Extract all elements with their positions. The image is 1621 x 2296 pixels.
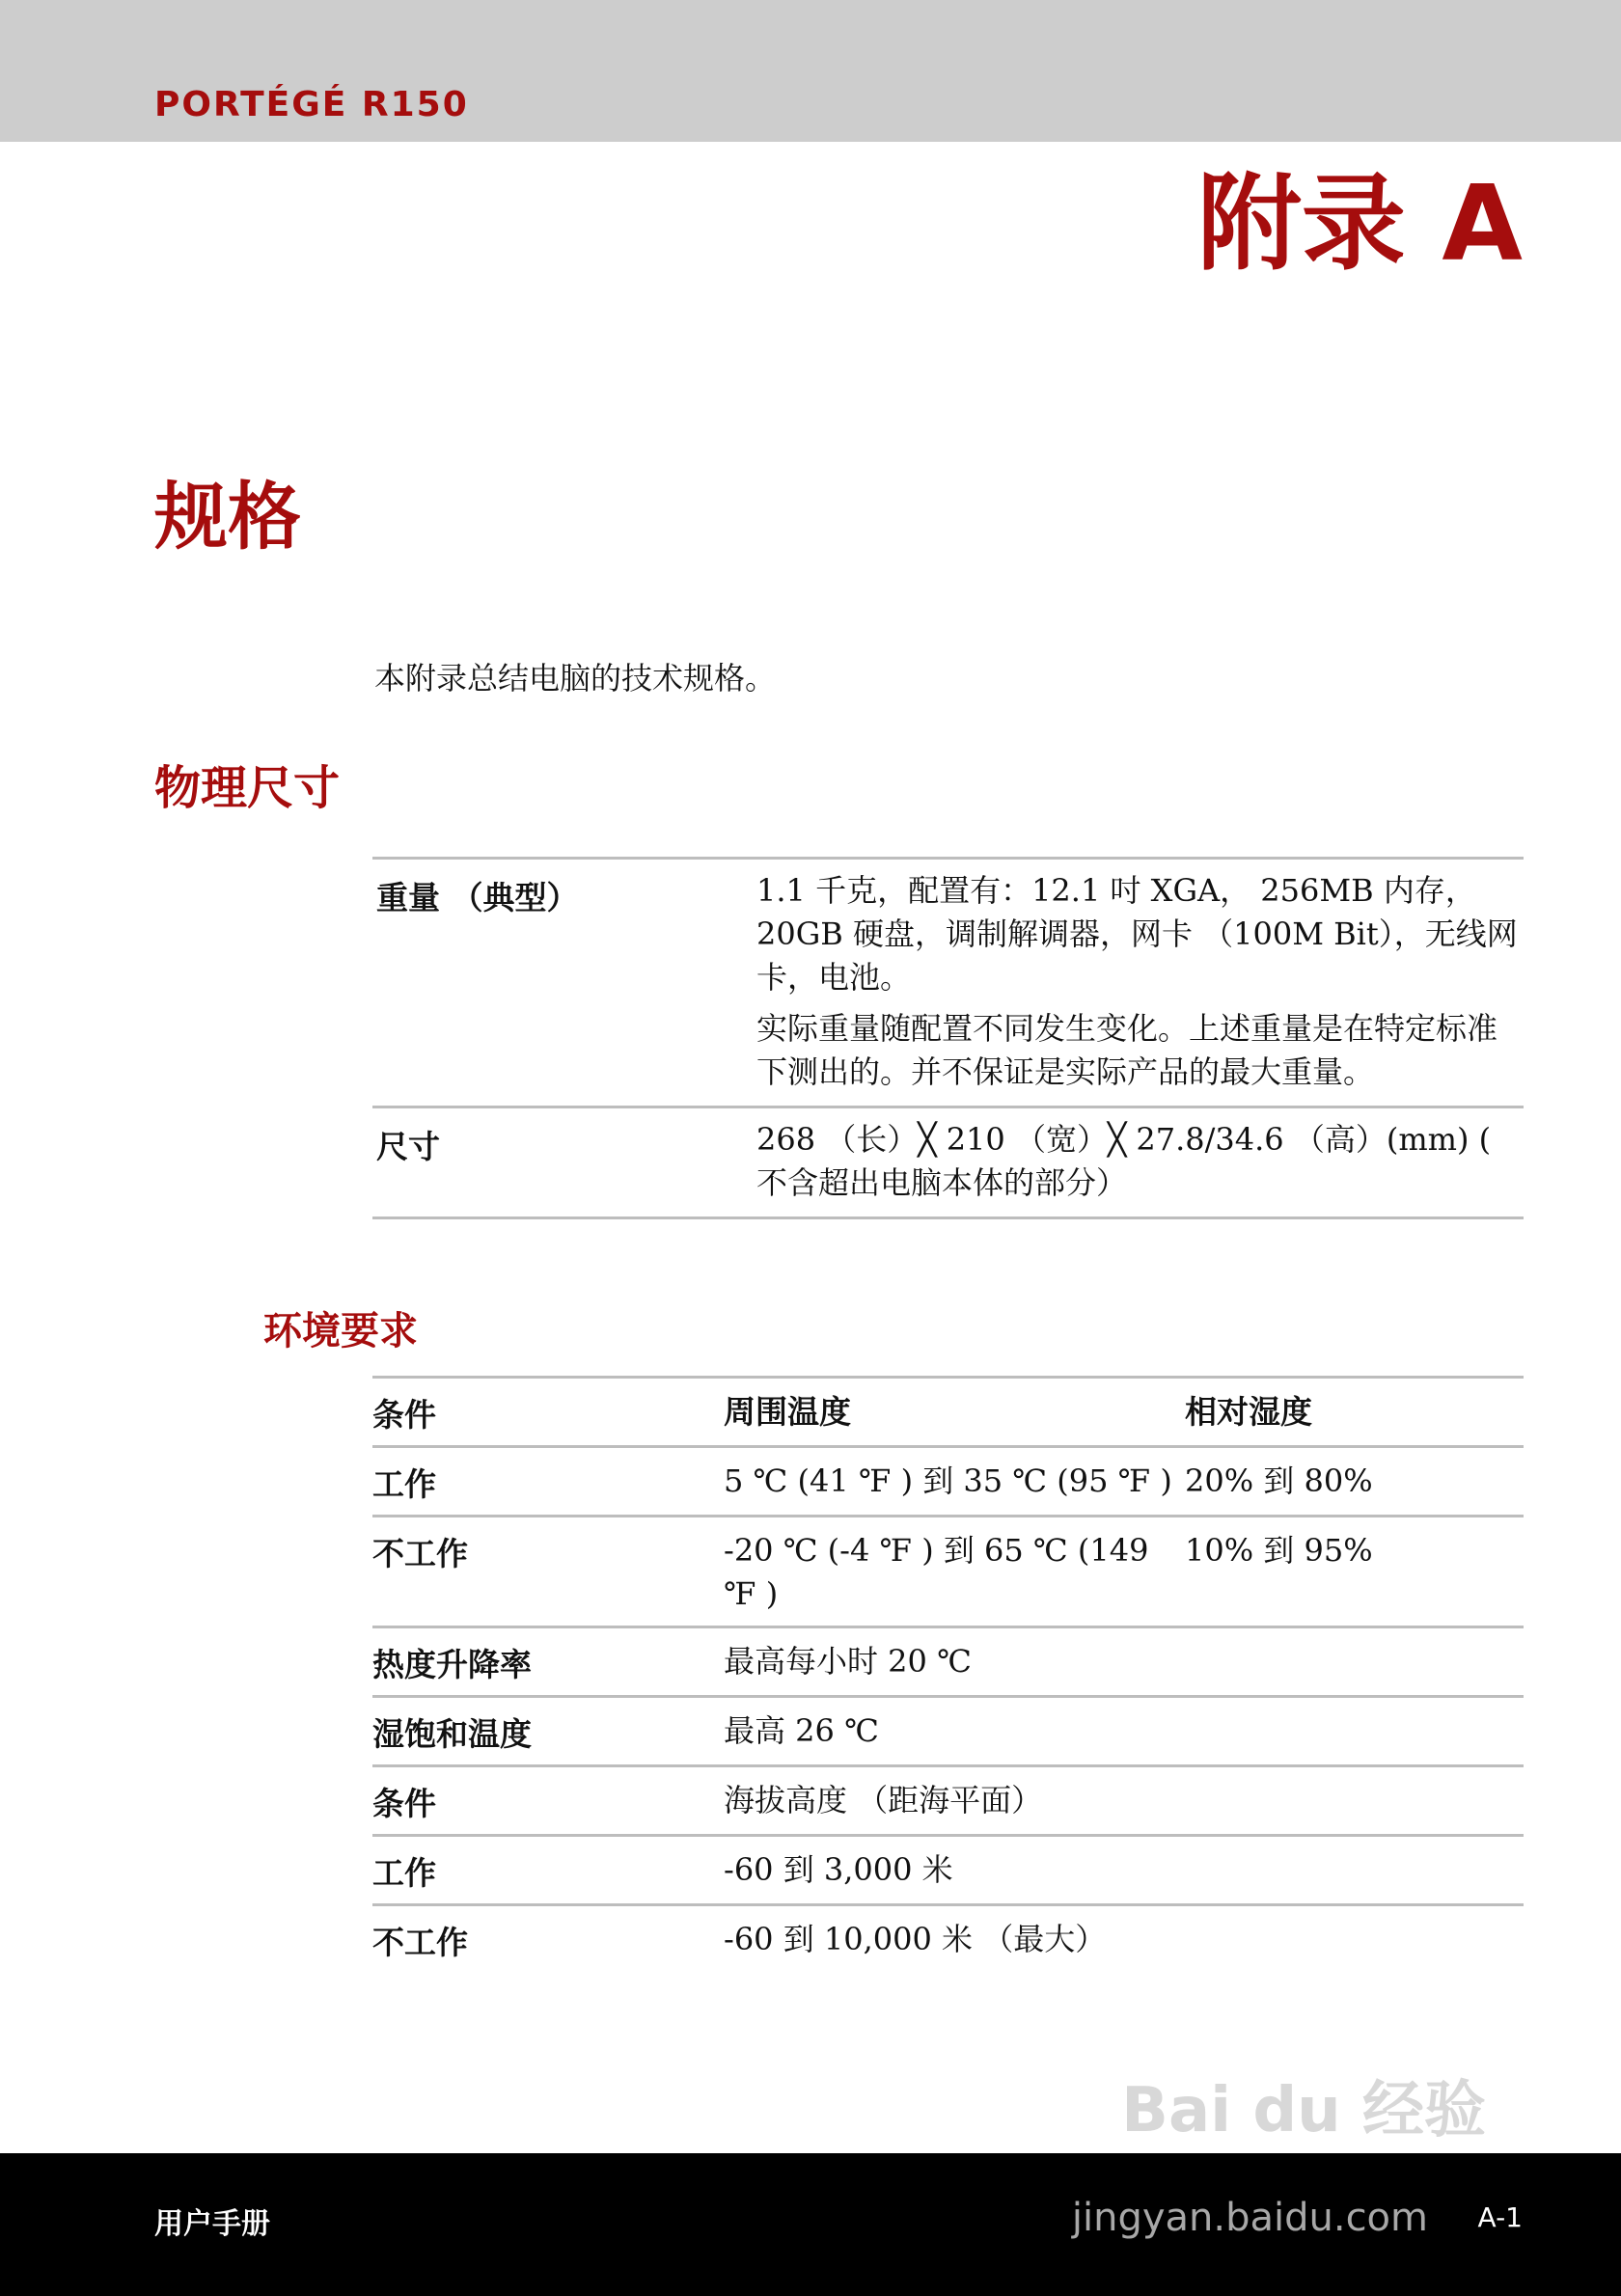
table-row	[372, 1695, 1524, 1764]
table-row	[372, 1903, 1524, 1973]
row-label: 不工作	[372, 1924, 468, 1961]
row-value	[756, 1108, 1519, 1216]
column-header: 周围温度	[724, 1393, 851, 1431]
row-label: 重量 （典型）	[376, 879, 579, 916]
temperature-cell: 最高每小时 20 ℃	[724, 1643, 972, 1680]
temperature-cell: -60 到 10,000 米 （最大）	[724, 1921, 1107, 1957]
table-header-row	[372, 1376, 1524, 1445]
row-label: 湿饱和温度	[372, 1715, 532, 1753]
table-row	[372, 1834, 1524, 1903]
row-label: 工作	[372, 1854, 436, 1892]
intro-text: 本附录总结电脑的技术规格。	[374, 660, 777, 697]
row-label: 工作	[372, 1465, 436, 1503]
watermark-url: jingyan.baidu.com	[1071, 2196, 1428, 2240]
row-value	[756, 860, 1519, 1106]
brand-title: PORTÉGÉ R150	[154, 85, 469, 124]
row-label: 热度升降率	[372, 1646, 532, 1683]
page-number: A-1	[1477, 2201, 1523, 2233]
value-para: 实际重量随配置不同发生变化。上述重量是在特定标准下测出的。并不保证是实际产品的最大重量。	[756, 1010, 1498, 1090]
value-para: 268 （长）╳ 210 （宽）╳ 27.8/34.6 （高）(mm) ( 不含超出电脑本体的部分）	[756, 1121, 1492, 1201]
table-row	[372, 857, 1524, 1106]
table-row	[372, 1106, 1524, 1219]
footer-label: 用户手册	[154, 2207, 270, 2241]
row-label: 条件	[372, 1785, 436, 1822]
column-header: 相对湿度	[1185, 1393, 1312, 1431]
table-row	[372, 1626, 1524, 1695]
chapter-title: 附录 A	[1196, 164, 1523, 285]
humidity-cell: 20% 到 80%	[1185, 1462, 1373, 1499]
temperature-cell: -60 到 3,000 米	[724, 1851, 953, 1888]
section-heading-physical: 物理尺寸	[154, 761, 341, 815]
value-para: 1.1 千克，配置有：12.1 吋 XGA， 256MB 内存，20GB 硬盘，调制解调器，网卡 （100M Bit），无线网卡，电池。	[756, 872, 1518, 996]
table-row	[372, 1764, 1524, 1834]
row-label: 尺寸	[376, 1128, 440, 1165]
temperature-cell: 5 ℃ (41 ℉ ) 到 35 ℃ (95 ℉ )	[724, 1462, 1172, 1499]
environment-table	[372, 1376, 1524, 1973]
table-row	[372, 1445, 1524, 1515]
humidity-cell: 10% 到 95%	[1185, 1532, 1373, 1569]
temperature-cell: -20 ℃ (-4 ℉ ) 到 65 ℃ (149 ℉ )	[724, 1532, 1149, 1612]
column-header: 条件	[372, 1396, 436, 1434]
row-label: 不工作	[372, 1535, 468, 1572]
physical-table	[372, 857, 1524, 1219]
page-title: 规格	[154, 474, 301, 560]
table-row	[372, 1515, 1524, 1626]
watermark-logo: Bai du 经验	[1121, 2075, 1486, 2146]
temperature-cell: 海拔高度 （距海平面）	[724, 1782, 1043, 1818]
section-heading-environment: 环境要求	[263, 1309, 418, 1353]
temperature-cell: 最高 26 ℃	[724, 1712, 879, 1749]
